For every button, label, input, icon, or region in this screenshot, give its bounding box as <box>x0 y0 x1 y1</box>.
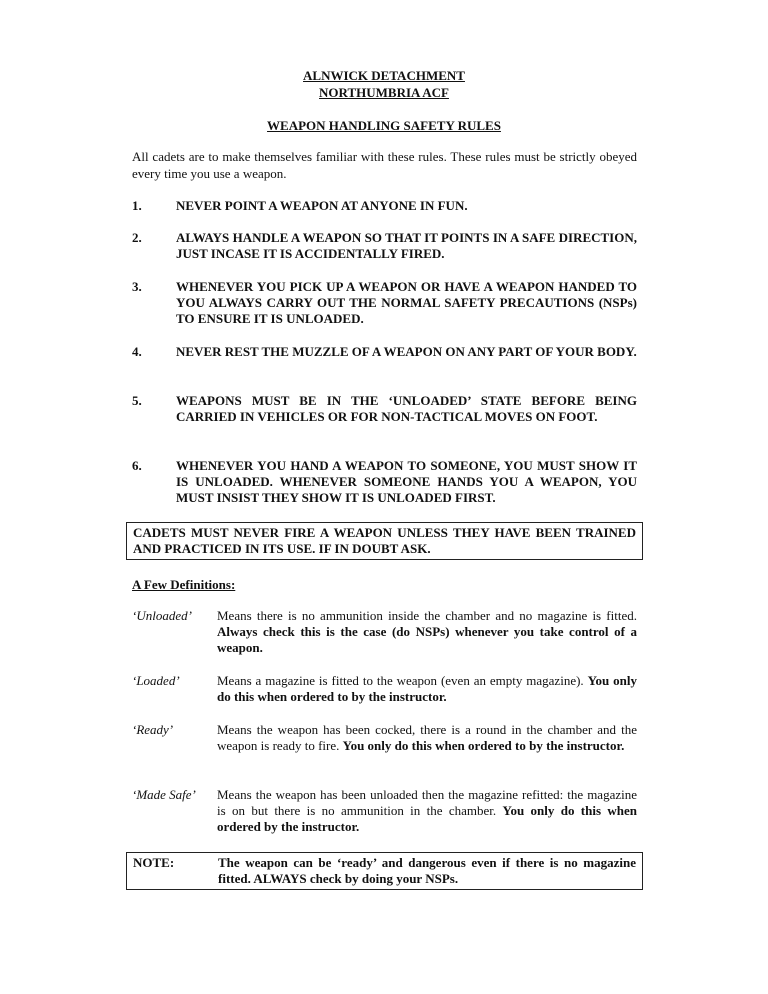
rule-text: WHENEVER YOU PICK UP A WEAPON OR HAVE A WEAPON HANDED TO YOU ALWAYS CARRY OUT THE NORMAL SAFETY PRECAUTIONS (NSPs) TO ENSURE IT IS UNLOADED. <box>176 279 637 326</box>
definition-text: Means the weapon has been cocked, there is a round in the chamber and the weapon is ready to fire. <box>217 722 637 753</box>
definition-emphasis: You only do this when ordered to by the instructor. <box>217 673 637 704</box>
definition-text: Means there is no ammunition inside the chamber and no magazine is fitted. <box>217 608 637 623</box>
rule-text: WEAPONS MUST BE IN THE ‘UNLOADED’ STATE BEFORE BEING CARRIED IN VEHICLES OR FOR NON-TACTICAL MOVES ON FOOT. <box>176 393 637 424</box>
rule-item <box>132 393 637 425</box>
definition-item <box>132 722 637 754</box>
document-title: WEAPON HANDLING SAFETY RULES <box>267 118 501 133</box>
warning-box: CADETS MUST NEVER FIRE A WEAPON UNLESS THEY HAVE BEEN TRAINED AND PRACTICED IN ITS USE. IF IN DOUBT ASK. <box>126 522 643 560</box>
rule-text: NEVER REST THE MUZZLE OF A WEAPON ON ANY PART OF YOUR BODY. <box>176 344 637 359</box>
organization-name: NORTHUMBRIA ACF <box>319 85 449 100</box>
definition-item <box>132 608 637 656</box>
intro-paragraph: All cadets are to make themselves familiar with these rules. These rules must be strictly obeyed every time you use a weapon. <box>132 149 637 181</box>
rule-number: 3. <box>132 279 142 294</box>
note-label: NOTE: <box>133 855 175 870</box>
detachment-name: ALNWICK DETACHMENT <box>303 68 465 83</box>
rule-text: NEVER POINT A WEAPON AT ANYONE IN FUN. <box>176 198 468 213</box>
definition-text: Means the weapon has been unloaded then the magazine refitted: the magazine is on but there is no ammunition in the chamber. <box>217 787 637 818</box>
definition-emphasis: You only do this when ordered to by the instructor. <box>342 738 625 753</box>
rule-text: WHENEVER YOU HAND A WEAPON TO SOMEONE, YOU MUST SHOW IT IS UNLOADED. WHENEVER SOMEONE HANDS YOU A WEAPON, YOU MUST INSIST THEY SHOW IT IS UNLOADED FIRST. <box>176 458 637 505</box>
definition-text: Means a magazine is fitted to the weapon (even an empty magazine). <box>217 673 588 688</box>
rule-number: 6. <box>132 458 142 473</box>
definition-term: ‘Unloaded’ <box>132 608 192 623</box>
rule-text: ALWAYS HANDLE A WEAPON SO THAT IT POINTS IN A SAFE DIRECTION, JUST INCASE IT IS ACCIDENTALLY FIRED. <box>176 230 637 261</box>
definitions-heading: A Few Definitions: <box>132 577 236 592</box>
definition-emphasis: Always check this is the case (do NSPs) whenever you take control of a weapon. <box>217 624 637 655</box>
rule-number: 1. <box>132 198 142 213</box>
definition-item <box>132 787 637 835</box>
rule-item <box>132 279 637 327</box>
definition-item <box>132 673 637 705</box>
definition-emphasis: You only do this when ordered by the instructor. <box>217 803 637 834</box>
definition-body <box>217 608 637 656</box>
rule-item <box>132 230 637 262</box>
rule-item <box>132 198 637 214</box>
definition-term: ‘Ready’ <box>132 722 174 737</box>
rule-number: 4. <box>132 344 142 359</box>
note-box <box>126 852 643 890</box>
rule-number: 5. <box>132 393 142 408</box>
definition-body <box>217 673 637 705</box>
definition-term: ‘Loaded’ <box>132 673 180 688</box>
note-text: The weapon can be ‘ready’ and dangerous even if there is no magazine fitted. ALWAYS check by doing your NSPs. <box>218 855 636 886</box>
definition-term: ‘Made Safe’ <box>132 787 196 802</box>
rule-number: 2. <box>132 230 142 245</box>
definition-body <box>217 787 637 835</box>
rule-item <box>132 458 637 506</box>
rule-item <box>132 344 637 360</box>
definition-body <box>217 722 637 754</box>
